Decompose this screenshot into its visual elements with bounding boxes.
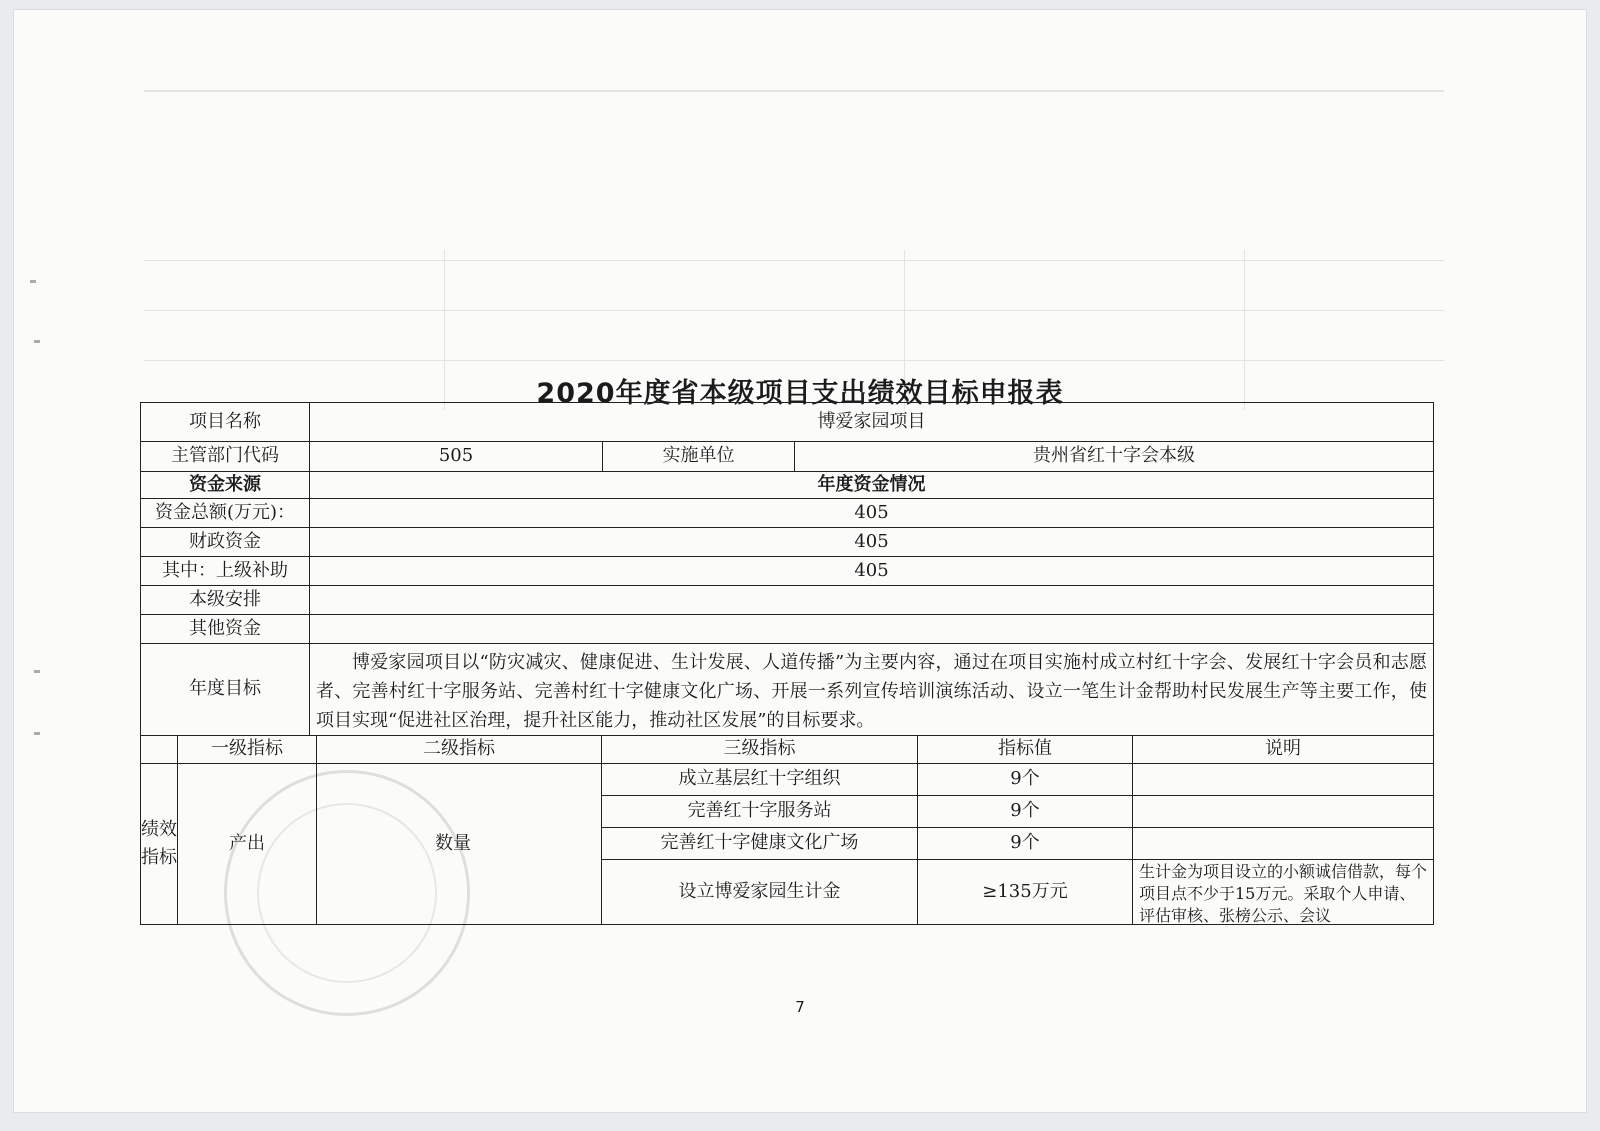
unit-value: 贵州省红十字会本级 [794, 441, 1434, 472]
annual-goal-text [309, 643, 1434, 736]
indicator-name: 成立基层红十字组织 [601, 763, 918, 796]
unit-label: 实施单位 [602, 441, 795, 472]
indicator-value: 9个 [917, 763, 1133, 796]
indicator-value: 9个 [917, 795, 1133, 828]
fund-label: 财政资金 [140, 527, 310, 557]
annual-goal-label: 年度目标 [140, 643, 310, 736]
annual-fund-label: 年度资金情况 [309, 471, 1434, 499]
fund-value: 405 [309, 556, 1434, 586]
fund-label: 其他资金 [140, 614, 310, 644]
level2-quantity: 数量 [316, 763, 602, 925]
header-value: 指标值 [917, 735, 1133, 764]
scan-artifact [34, 670, 40, 673]
project-name-value: 博爱家园项目 [309, 402, 1434, 442]
header-level3: 三级指标 [601, 735, 918, 764]
fund-value [309, 614, 1434, 644]
header-level1: 一级指标 [177, 735, 317, 764]
indicator-note [1132, 827, 1434, 860]
performance-indicator-label: 绩效指标 [140, 763, 178, 925]
document-title: 2020年度省本级项目支出绩效目标申报表 [536, 378, 1064, 409]
fund-value: 405 [309, 527, 1434, 557]
fund-value [309, 585, 1434, 615]
indicator-name: 完善红十字健康文化广场 [601, 827, 918, 860]
indicator-note: 生计金为项目设立的小额诚信借款，每个项目点不少于15万元。采取个人申请、评估审核、张榜公示、会议 [1132, 859, 1434, 925]
bleed-through-shadow [144, 30, 1444, 410]
scan-artifact [30, 280, 36, 283]
fund-label: 资金总额(万元)： [140, 498, 310, 528]
performance-table [140, 402, 1434, 924]
indicator-value: ≥135万元 [917, 859, 1133, 925]
indicator-note [1132, 795, 1434, 828]
level1-output: 产出 [177, 763, 317, 925]
page-number: 7 [795, 998, 805, 1016]
indicator-name: 设立博爱家园生计金 [601, 859, 918, 925]
fund-value: 405 [309, 498, 1434, 528]
scan-artifact [34, 340, 40, 343]
dept-code-value: 505 [309, 441, 603, 472]
fund-label: 本级安排 [140, 585, 310, 615]
fund-source-label: 资金来源 [140, 471, 310, 499]
header-note: 说明 [1132, 735, 1434, 764]
indicator-name: 完善红十字服务站 [601, 795, 918, 828]
project-name-label: 项目名称 [140, 402, 310, 442]
annual-goal-paragraph: 博爱家园项目以“防灾减灾、健康促进、生计发展、人道传播”为主要内容，通过在项目实施村成立村红十字会、发展红十字会员和志愿者、完善村红十字服务站、完善村红十字健康文化广场、开展一系列宣传培训演练活动、设立一笔生计金帮助村民发展生产等主要工作，使项目实现“促进社区治理，提升社区能力，推动社区发展”的目标要求。 [316, 652, 1427, 731]
indicator-value: 9个 [917, 827, 1133, 860]
dept-code-label: 主管部门代码 [140, 441, 310, 472]
header-level2: 二级指标 [316, 735, 602, 764]
scan-artifact [34, 732, 40, 735]
fund-label: 其中：上级补助 [140, 556, 310, 586]
indicator-note [1132, 763, 1434, 796]
scanned-page [14, 10, 1586, 1112]
